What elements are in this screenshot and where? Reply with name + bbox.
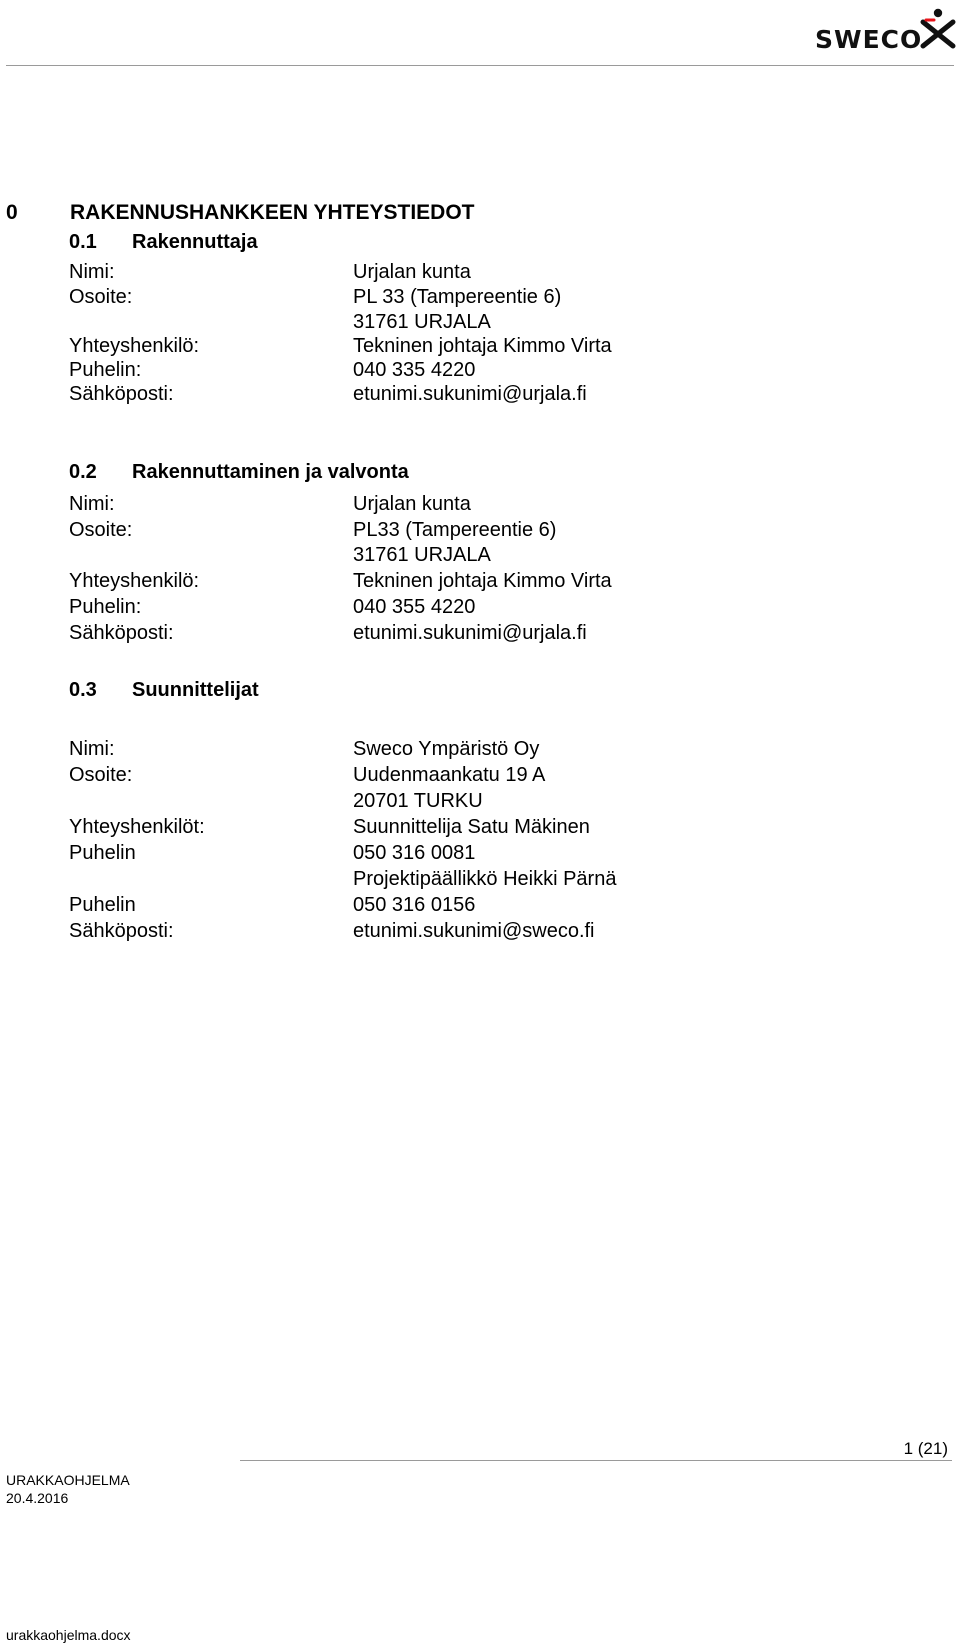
field-label: Puhelin <box>69 894 136 916</box>
page-number: 1 (21) <box>903 1439 948 1458</box>
sweco-figure-icon <box>920 8 956 50</box>
field-row <box>69 814 949 840</box>
field-label: Sähköposti: <box>69 622 174 644</box>
field-row <box>69 381 949 407</box>
footer-date: 20.4.2016 <box>6 1490 69 1506</box>
field-label: Osoite: <box>69 286 133 308</box>
subsection-title: Suunnittelijat <box>132 679 259 701</box>
field-value: Urjalan kunta <box>353 261 471 283</box>
footer-doc-title: URAKKAOHJELMA <box>6 1472 130 1488</box>
field-value: Projektipäällikkö Heikki Pärnä <box>353 868 617 890</box>
field-label: Nimi: <box>69 261 115 283</box>
field-row <box>69 736 949 762</box>
field-value: 20701 TURKU <box>353 790 483 812</box>
field-value: 040 335 4220 <box>353 359 476 381</box>
field-label: Osoite: <box>69 764 133 786</box>
field-row <box>69 840 949 866</box>
field-value: Urjalan kunta <box>353 493 471 515</box>
section-title: RAKENNUSHANKKEEN YHTEYSTIEDOT <box>70 201 475 224</box>
field-label: Nimi: <box>69 493 115 515</box>
field-value: 31761 URJALA <box>353 544 491 566</box>
field-row <box>69 762 949 788</box>
field-label: Osoite: <box>69 519 133 541</box>
field-row <box>69 542 949 568</box>
subsection-title: Rakennuttaja <box>132 231 258 253</box>
field-label: Sähköposti: <box>69 920 174 942</box>
field-row <box>69 309 949 335</box>
field-row <box>69 568 949 594</box>
field-label: Puhelin: <box>69 359 142 381</box>
sweco-logo <box>815 8 955 52</box>
subsection-number: 0.2 <box>69 461 97 483</box>
field-value: Suunnittelija Satu Mäkinen <box>353 816 590 838</box>
field-value: 040 355 4220 <box>353 596 476 618</box>
subsection-title: Rakennuttaminen ja valvonta <box>132 461 409 483</box>
field-value: Tekninen johtaja Kimmo Virta <box>353 335 612 357</box>
field-value: Tekninen johtaja Kimmo Virta <box>353 570 612 592</box>
field-value: Uudenmaankatu 19 A <box>353 764 546 786</box>
field-row <box>69 491 949 517</box>
field-value: PL33 (Tampereentie 6) <box>353 519 557 541</box>
field-value: Sweco Ympäristö Oy <box>353 738 540 760</box>
field-label: Yhteyshenkilö: <box>69 570 200 592</box>
field-label: Yhteyshenkilöt: <box>69 816 205 838</box>
field-row <box>69 866 949 892</box>
field-row <box>69 333 949 359</box>
field-label: Yhteyshenkilö: <box>69 335 200 357</box>
field-label: Puhelin <box>69 842 136 864</box>
field-label: Puhelin: <box>69 596 142 618</box>
field-row <box>69 620 949 646</box>
field-value: etunimi.sukunimi@sweco.fi <box>353 920 595 942</box>
field-row <box>69 259 949 285</box>
field-row <box>69 284 949 310</box>
field-row <box>69 892 949 918</box>
field-value: 31761 URJALA <box>353 311 491 333</box>
field-row <box>69 594 949 620</box>
field-row <box>69 517 949 543</box>
section-number: 0 <box>6 201 18 224</box>
logo-wordmark: SWECO <box>815 25 923 54</box>
footer-filename: urakkaohjelma.docx <box>6 1627 131 1643</box>
field-value: etunimi.sukunimi@urjala.fi <box>353 383 587 405</box>
field-value: PL 33 (Tampereentie 6) <box>353 286 562 308</box>
field-value: 050 316 0081 <box>353 842 476 864</box>
field-label: Nimi: <box>69 738 115 760</box>
field-value: 050 316 0156 <box>353 894 476 916</box>
field-label: Sähköposti: <box>69 383 174 405</box>
subsection-number: 0.3 <box>69 679 97 701</box>
subsection-number: 0.1 <box>69 231 97 253</box>
header-divider <box>6 65 954 66</box>
field-value: etunimi.sukunimi@urjala.fi <box>353 622 587 644</box>
field-row <box>69 788 949 814</box>
field-row <box>69 357 949 383</box>
field-row <box>69 918 949 944</box>
footer-divider <box>240 1460 952 1461</box>
